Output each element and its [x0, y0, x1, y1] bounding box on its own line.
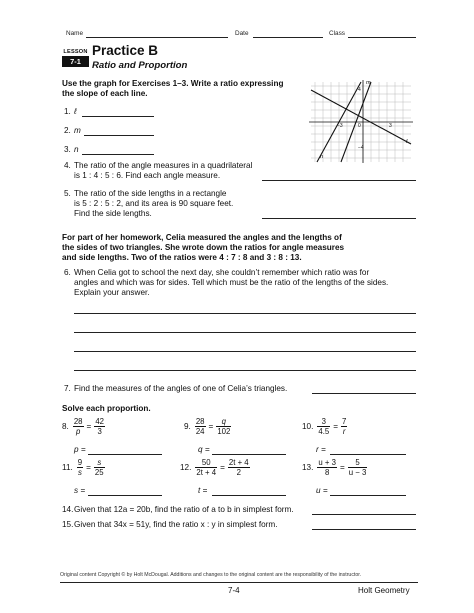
- section2-intro-line3: and side lengths. Two of the ratios were 4 : 7 : 8 and 3 : 8 : 13.: [62, 253, 302, 262]
- footer-page-number: 7-4: [228, 586, 240, 595]
- q11-right-fraction: [94, 458, 105, 477]
- q10-right-num: 7: [342, 417, 347, 426]
- date-label: Date: [235, 30, 249, 37]
- q13-answer-line[interactable]: [330, 495, 406, 496]
- q13-right-num: 5: [348, 458, 368, 468]
- q8-answer-label: p =: [74, 445, 86, 454]
- q6-answer-line-4[interactable]: [74, 370, 416, 371]
- q12-number: 12.: [180, 463, 192, 472]
- proportion-12: 12. $\frac{50}{2t + 4}$ = $\frac{2t + 4}{2}$: [180, 458, 249, 477]
- q6-line3: Explain your answer.: [74, 288, 150, 297]
- q5-line1: The ratio of the side lengths in a rectangle: [74, 189, 227, 198]
- line-l: [311, 90, 411, 144]
- section1-instructions-line2: the slope of each line.: [62, 89, 148, 98]
- q12-left-fraction: [195, 458, 217, 477]
- q12-left-den: 2t + 4: [196, 468, 217, 477]
- q2-answer-line[interactable]: [84, 135, 154, 136]
- q9-right-den: 102: [217, 427, 231, 436]
- q6-number: 6.: [64, 268, 71, 277]
- q6-answer-line-3[interactable]: [74, 351, 416, 352]
- q10-left-fraction: [317, 417, 330, 436]
- q15-text: Given that 34x = 51y, find the ratio x : y in simplest form.: [74, 520, 278, 529]
- q13-number: 13.: [302, 463, 314, 472]
- lesson-number: 7-1: [62, 56, 89, 67]
- graph-tick-3: 3: [389, 123, 392, 129]
- q10-answer-line[interactable]: [330, 454, 406, 455]
- q6-answer-line-1[interactable]: [74, 313, 416, 314]
- q3-number: 3.: [64, 145, 71, 154]
- q9-right-num: q: [216, 417, 231, 427]
- proportion-11: 11. $\frac{9}{s}$ = $\frac{s}{25}$: [62, 458, 104, 477]
- q12-right-fraction: [228, 458, 250, 477]
- q10-right-fraction: [341, 417, 347, 436]
- q9-left-num: 28: [195, 417, 205, 426]
- q14-number: 14.: [62, 505, 74, 514]
- q1-answer-line[interactable]: [82, 116, 154, 117]
- lesson-badge: [62, 49, 89, 67]
- q9-right-fraction: [216, 417, 231, 436]
- graph-label-m: m: [366, 80, 371, 86]
- graph-tick-neg4: −4: [358, 145, 364, 151]
- q8-answer-line[interactable]: [88, 454, 162, 455]
- q14-answer-line[interactable]: [312, 514, 416, 515]
- q13-right-den: u − 3: [348, 468, 367, 477]
- q7-text: Find the measures of the angles of one of Celia’s triangles.: [74, 384, 288, 393]
- q13-left-fraction: [317, 458, 337, 477]
- q10-right-den: r: [342, 427, 346, 436]
- proportion-13: 13. $\frac{u + 3}{8}$ = $\frac{5}{u - 3}$: [302, 458, 367, 477]
- q8-number: 8.: [62, 422, 69, 431]
- footer-copyright: Original content Copyright © by Holt McDougal. Additions and changes to the original content are the responsibility of the instructor.: [60, 572, 362, 578]
- q10-left-den: 4.5: [318, 427, 330, 436]
- section2-intro-line1: For part of her homework, Celia measured the angles and the lengths of: [62, 233, 342, 242]
- q5-line3: Find the side lengths.: [74, 209, 152, 218]
- graph-tick-4: 4: [358, 87, 361, 93]
- q10-left-num: 3: [317, 417, 330, 427]
- proportion-9: 9. $\frac{28}{24}$ = $\frac{q}{102}$: [184, 417, 231, 436]
- graph-tick-0: 0: [358, 123, 361, 129]
- q10-number: 10.: [302, 422, 314, 431]
- q9-answer-line[interactable]: [212, 454, 286, 455]
- graph-tick-neg3: −3: [337, 123, 343, 129]
- q12-answer-line[interactable]: [212, 495, 286, 496]
- q6-line1: When Celia got to school the next day, she couldn’t remember which ratio was for: [74, 268, 370, 277]
- lesson-word: LESSON: [63, 49, 88, 55]
- name-field[interactable]: [86, 37, 228, 38]
- q4-number: 4.: [64, 161, 71, 170]
- q11-left-fraction: [77, 458, 83, 477]
- q11-number: 11.: [62, 463, 73, 472]
- q15-answer-line[interactable]: [312, 529, 416, 530]
- q1-number: 1.: [64, 107, 71, 116]
- section3-heading: Solve each proportion.: [62, 404, 151, 413]
- q2-variable: m: [74, 126, 81, 135]
- q11-left-den: s: [78, 468, 82, 477]
- q11-right-num: s: [94, 458, 105, 468]
- q11-right-den: 25: [94, 468, 104, 477]
- q12-answer-label: t =: [198, 486, 208, 495]
- q11-answer-line[interactable]: [88, 495, 162, 496]
- q5-line2: is 5 : 2 : 5 : 2, and its area is 90 square feet.: [74, 199, 234, 208]
- footer-divider: [60, 582, 418, 583]
- q3-variable: n: [74, 145, 79, 154]
- q12-right-num: 2t + 4: [228, 458, 249, 467]
- q12-left-num: 50: [195, 458, 217, 468]
- name-label: Name: [66, 30, 84, 37]
- coordinate-graph: [307, 78, 417, 164]
- graph-label-n: n: [320, 154, 324, 160]
- q7-number: 7.: [64, 384, 71, 393]
- q9-left-fraction: [195, 417, 206, 436]
- q4-line1: The ratio of the angle measures in a quadrilateral: [74, 161, 253, 170]
- date-field[interactable]: [253, 37, 323, 38]
- q8-left-den: p: [76, 427, 81, 436]
- q8-right-den: 3: [97, 427, 102, 436]
- q9-left-den: 24: [195, 427, 205, 436]
- q13-right-fraction: [348, 458, 368, 477]
- q2-number: 2.: [64, 126, 71, 135]
- q11-left-num: 9: [77, 458, 83, 467]
- q8-right-num: 42: [95, 417, 105, 426]
- q12-right-den: 2: [236, 468, 241, 477]
- q6-line2: angles and which was for sides. Tell which must be the ratio of the lengths of the sides.: [74, 278, 389, 287]
- q10-answer-label: r =: [316, 445, 326, 454]
- q11-answer-label: s =: [74, 486, 86, 495]
- q13-answer-label: u =: [316, 486, 328, 495]
- q5-answer-line[interactable]: [262, 218, 416, 219]
- page-subtitle: Ratio and Proportion: [92, 60, 188, 71]
- q3-answer-line[interactable]: [82, 154, 154, 155]
- class-label: Class: [329, 30, 345, 37]
- q13-left-num: u + 3: [318, 458, 336, 467]
- footer-book-title: Holt Geometry: [358, 586, 410, 595]
- q5-number: 5.: [64, 189, 71, 198]
- q8-right-fraction: [94, 417, 105, 436]
- class-field[interactable]: [348, 37, 416, 38]
- q4-answer-line[interactable]: [262, 180, 416, 181]
- q9-number: 9.: [184, 422, 191, 431]
- q13-left-den: 8: [325, 468, 330, 477]
- q1-variable: ℓ: [74, 107, 77, 116]
- q8-left-fraction: [73, 417, 84, 436]
- graph-label-l: ℓ: [406, 139, 408, 145]
- q6-answer-line-2[interactable]: [74, 332, 416, 333]
- q15-number: 15.: [62, 520, 74, 529]
- page-title: Practice B: [92, 43, 159, 58]
- proportion-8: 8. $\frac{28}{p}$ = $\frac{42}{3}$: [62, 417, 105, 436]
- section1-instructions-line1: Use the graph for Exercises 1–3. Write a ratio expressing: [62, 79, 284, 88]
- q14-text: Given that 12a = 20b, find the ratio of a to b in simplest form.: [74, 505, 294, 514]
- q9-answer-label: q =: [198, 445, 210, 454]
- proportion-10: 10. $\frac{3}{4.5}$ = $\frac{7}{r}$: [302, 417, 347, 436]
- section2-intro-line2: the sides of two triangles. She wrote down the ratios for angle measures: [62, 243, 345, 252]
- q8-left-num: 28: [73, 417, 83, 426]
- q4-line2: is 1 : 4 : 5 : 6. Find each angle measure.: [74, 171, 221, 180]
- q7-answer-line[interactable]: [312, 393, 416, 394]
